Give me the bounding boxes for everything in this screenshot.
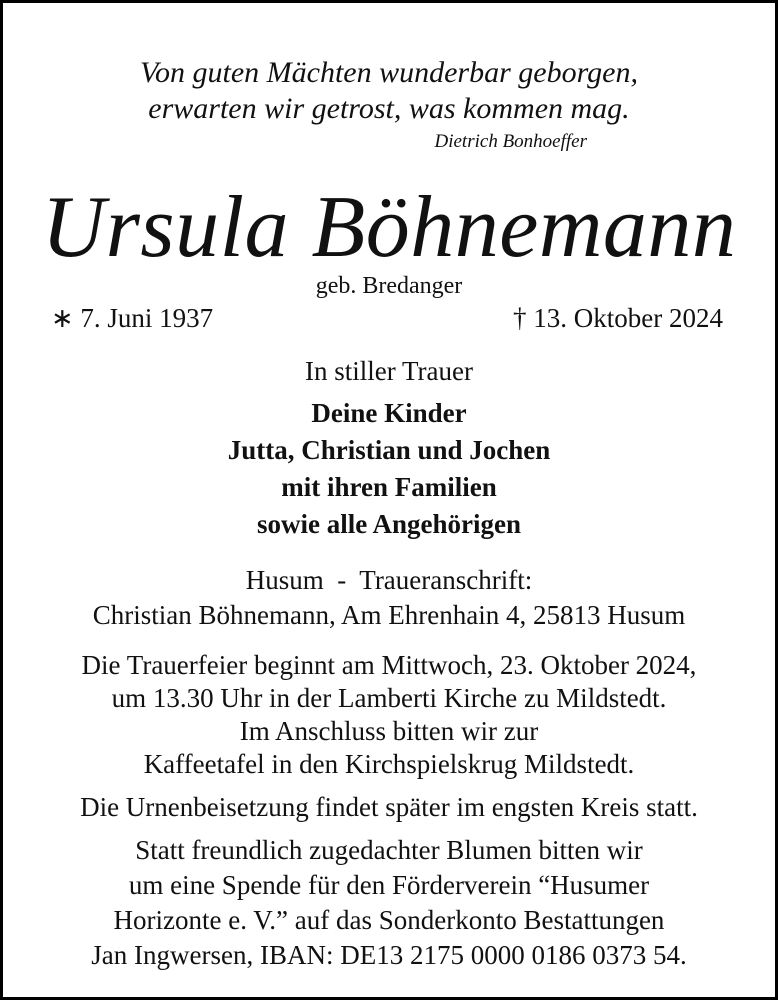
ceremony-line: Die Trauerfeier beginnt am Mittwoch, 23. Oktober 2024, — [81, 650, 697, 680]
donation-line: Horizonte e. V.” auf das Sonderkonto Bestattungen — [113, 905, 665, 935]
urn-burial-note: Die Urnenbeisetzung findet später im engsten Kreis statt. — [80, 792, 698, 822]
motto-author: Dietrich Bonhoeffer — [434, 131, 587, 152]
donation-line: Jan Ingwersen, IBAN: DE13 2175 0000 0186 0373 54. — [91, 940, 687, 970]
ceremony-line: Im Anschluss bitten wir zur — [239, 716, 539, 746]
donation-line: Statt freundlich zugedachter Blumen bitten wir — [135, 835, 643, 865]
death-date: † 13. Oktober 2024 — [513, 303, 723, 333]
donation-line: um eine Spende für den Förderverein “Husumer — [128, 870, 650, 900]
ceremony-line: um 13.30 Uhr in der Lamberti Kirche zu Mildstedt. — [111, 683, 667, 713]
mourners-line: Deine Kinder — [311, 398, 467, 428]
mourners-line: mit ihren Familien — [281, 472, 497, 502]
maiden-name: geb. Bredanger — [315, 273, 463, 299]
mourners-line: Jutta, Christian und Jochen — [227, 435, 551, 465]
mourners-line: sowie alle Angehörigen — [257, 509, 521, 539]
address-line-1: Husum - Traueranschrift: — [245, 565, 533, 595]
deceased-name: Ursula Böhnemann — [41, 179, 737, 276]
motto-line-2: erwarten wir getrost, was kommen mag. — [148, 92, 630, 125]
motto-line-1: Von guten Mächten wunderbar geborgen, — [140, 56, 638, 89]
mourning-intro: In stiller Trauer — [305, 356, 473, 386]
address-line-2: Christian Böhnemann, Am Ehrenhain 4, 25813 Husum — [92, 600, 686, 630]
birth-date: ∗ 7. Juni 1937 — [51, 303, 214, 333]
ceremony-line: Kaffeetafel in den Kirchspielskrug Mildstedt. — [143, 749, 635, 779]
